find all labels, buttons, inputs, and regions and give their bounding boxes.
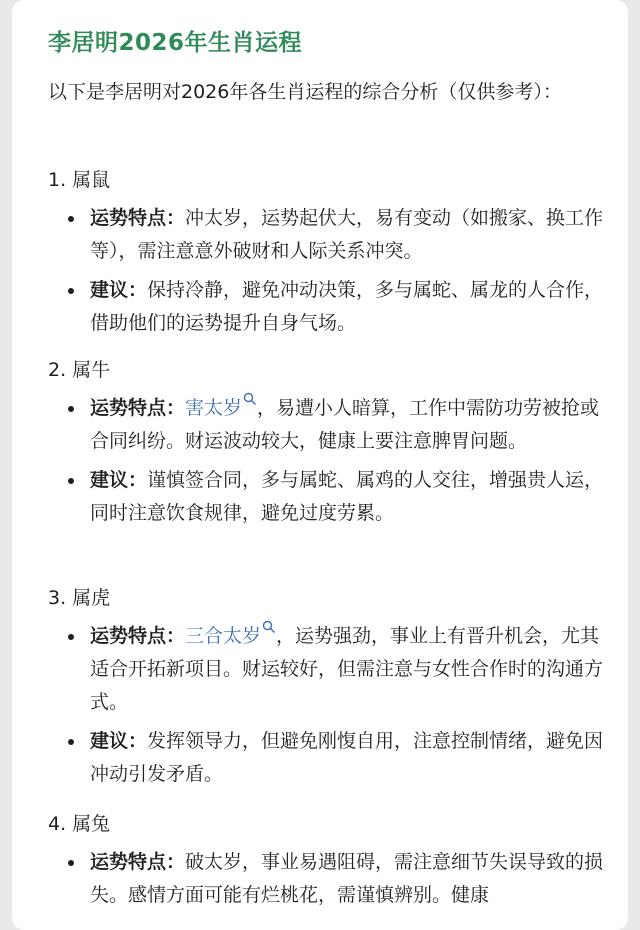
section-tiger bbox=[48, 582, 618, 791]
bullet-dot bbox=[68, 478, 74, 484]
search-icon[interactable] bbox=[262, 620, 276, 634]
search-link[interactable]: 害太岁 bbox=[185, 397, 243, 419]
bullet-label: 运势特点： bbox=[90, 851, 186, 873]
bullet-dot bbox=[68, 288, 74, 294]
list-item bbox=[48, 464, 618, 530]
bullet-text: 发挥领导力，但避免刚愎自用，注意控制情绪，避免因冲动引发矛盾。 bbox=[90, 730, 604, 785]
article-card bbox=[12, 0, 628, 930]
list-item bbox=[48, 846, 618, 912]
bullet-label: 建议： bbox=[90, 730, 148, 752]
list-item bbox=[48, 725, 618, 791]
list-item bbox=[48, 620, 618, 719]
section-rabbit bbox=[48, 808, 618, 912]
bullet-label: 运势特点： bbox=[90, 625, 186, 647]
intro-text: 以下是李居明对2026年各生肖运程的综合分析（仅供参考）： bbox=[48, 81, 562, 103]
search-link[interactable]: 三合太岁 bbox=[185, 625, 262, 647]
bullet-label: 建议： bbox=[90, 279, 148, 301]
section-heading: 4. 属兔 bbox=[48, 813, 111, 835]
bullet-list bbox=[48, 392, 618, 530]
bullet-dot bbox=[68, 216, 74, 222]
section-rat bbox=[48, 164, 618, 340]
bullet-label: 运势特点： bbox=[90, 207, 186, 229]
bullet-text: ，易遭小人暗算，工作中需防功劳被抢或合同纠纷。财运波动较大，健康上要注意脾胃问题。 bbox=[90, 397, 600, 452]
search-icon[interactable] bbox=[243, 392, 257, 406]
bullet-text: 谨慎签合同，多与属蛇、属鸡的人交往，增强贵人运，同时注意饮食规律，避免过度劳累。 bbox=[90, 469, 604, 524]
list-item bbox=[48, 392, 618, 458]
bullet-label: 建议： bbox=[90, 469, 148, 491]
bullet-list bbox=[48, 846, 618, 912]
article-title: 李居明2026年生肖运程 bbox=[48, 30, 303, 56]
list-item bbox=[48, 202, 618, 268]
bullet-text: 冲太岁，运势起伏大，易有变动（如搬家、换工作等），需注意意外破财和人际关系冲突。 bbox=[90, 207, 604, 262]
bullet-dot bbox=[68, 860, 74, 866]
bullet-dot bbox=[68, 634, 74, 640]
bullet-dot bbox=[68, 406, 74, 412]
bullet-dot bbox=[68, 739, 74, 745]
bullet-text: ，运势强劲，事业上有晋升机会，尤其适合开拓新项目。财运较好，但需注意与女性合作时的沟通方式。 bbox=[90, 625, 604, 713]
bullet-list bbox=[48, 202, 618, 340]
section-ox bbox=[48, 354, 618, 530]
section-heading: 1. 属鼠 bbox=[48, 169, 111, 191]
bullet-label: 运势特点： bbox=[90, 397, 186, 419]
section-heading: 2. 属牛 bbox=[48, 359, 111, 381]
bullet-text: 破太岁，事业易遇阻碍，需注意细节失误导致的损失。感情方面可能有烂桃花，需谨慎辨别。健康 bbox=[90, 851, 604, 906]
section-heading: 3. 属虎 bbox=[48, 587, 111, 609]
list-item bbox=[48, 274, 618, 340]
bullet-list bbox=[48, 620, 618, 791]
bullet-text: 保持冷静，避免冲动决策，多与属蛇、属龙的人合作，借助他们的运势提升自身气场。 bbox=[90, 279, 604, 334]
